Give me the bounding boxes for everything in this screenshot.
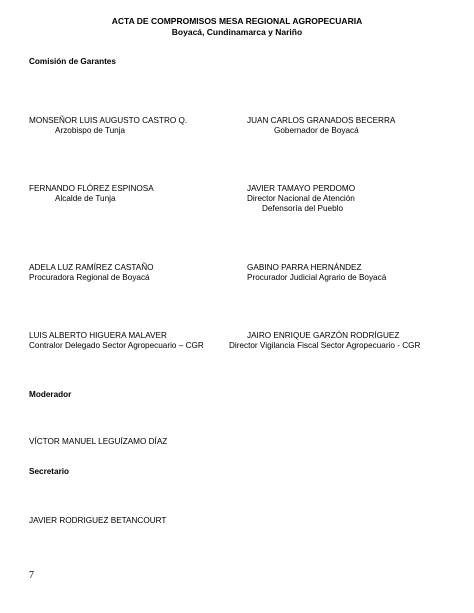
signatory-role: Gobernador de Boyacá [274, 126, 359, 135]
signatory-role: Arzobispo de Tunja [55, 126, 126, 135]
document-subtitle: Boyacá, Cundinamarca y Nariño [171, 27, 303, 37]
moderator-name: VÍCTOR MANUEL LEGUÍZAMO DÍAZ [29, 437, 168, 446]
section-heading-garantes: Comisión de Garantes [29, 57, 116, 66]
signatory-role: Director Nacional de Atención [247, 194, 355, 203]
section-heading-moderador: Moderador [29, 390, 72, 399]
signatory-name: JAVIER TAMAYO PERDOMO [247, 184, 356, 193]
signatory-name: JAIRO ENRIQUE GARZÓN RODRÍGUEZ [247, 331, 400, 340]
section-heading-secretario: Secretario [29, 467, 70, 476]
document-title: ACTA DE COMPROMISOS MESA REGIONAL AGROPECUARIA [111, 16, 363, 26]
signatory-role: Director Vigilancia Fiscal Sector Agropecuario - CGR [229, 341, 421, 350]
secretary-name: JAVIER RODRIGUEZ BETANCOURT [29, 516, 167, 525]
signatory-role: Procurador Judicial Agrario de Boyacá [247, 273, 387, 282]
signatory-name: FERNANDO FLÓREZ ESPINOSA [29, 184, 154, 193]
signatory-name: GABINO PARRA HERNÁNDEZ [247, 263, 362, 272]
signatory-role: Contralor Delegado Sector Agropecuario – CGR [29, 341, 204, 350]
signatory-role: Alcalde de Tunja [55, 194, 116, 203]
signatory-name: MONSEÑOR LUIS AUGUSTO CASTRO Q. [29, 116, 188, 125]
signatory-name: JUAN CARLOS GRANADOS BECERRA [247, 116, 396, 125]
signatory-role: Defensoría del Pueblo [262, 204, 344, 213]
page-number: 7 [29, 570, 34, 581]
signatory-name: LUIS ALBERTO HIGUERA MALAVER [29, 331, 167, 340]
signatory-name: ADELA LUZ RAMÍREZ CASTAÑO [29, 263, 154, 272]
signatory-role: Procuradora Regional de Boyacá [29, 273, 150, 282]
